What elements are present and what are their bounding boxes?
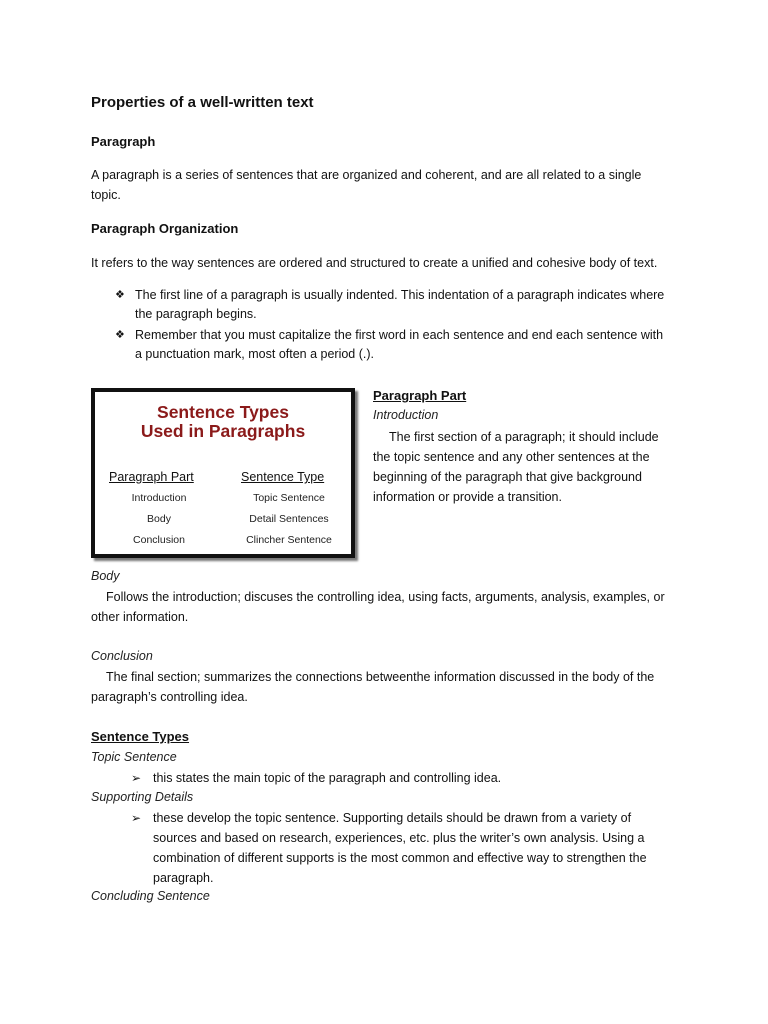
figure-row-1-part: Introduction (131, 492, 187, 504)
arrow-bullet-icon: ➢ (131, 771, 142, 785)
organization-heading: Paragraph Organization (91, 221, 239, 236)
arrow-bullet-icon: ➢ (131, 811, 142, 825)
figure-title-line2: Used in Paragraphs (140, 421, 306, 441)
supporting-details-line4: paragraph. (153, 871, 214, 885)
bullet-2-line2: a punctuation mark, most often a period (.). (135, 347, 375, 361)
conclusion-line1: The final section; summarizes the connections betweenthe information discussed in the body of the (106, 670, 655, 684)
figure-row-3-type: Clincher Sentence (246, 534, 332, 546)
page-title: Properties of a well-written text (91, 94, 314, 111)
paragraph-definition-line1: A paragraph is a series of sentences that are organized and coherent, and are all related to a single (91, 168, 642, 182)
bullet-2-line1: Remember that you must capitalize the first word in each sentence and end each sentence with (135, 328, 664, 342)
diamond-bullet-icon: ❖ (115, 329, 125, 341)
figure-title-line1: Sentence Types (157, 402, 289, 422)
introduction-label: Introduction (373, 408, 439, 422)
diamond-bullet-icon: ❖ (115, 289, 125, 301)
introduction-line2: the topic sentence and any other sentences at the (373, 450, 650, 464)
body-line1: Follows the introduction; discuses the controlling idea, using facts, arguments, analysis, examples, or (106, 590, 665, 604)
introduction-line1: The first section of a paragraph; it should include (389, 430, 659, 444)
figure-row-1-type: Topic Sentence (253, 492, 325, 504)
supporting-details-line3: combination of different supports is the most common and effective way to strengthen the (153, 851, 647, 865)
sentence-types-figure (91, 388, 355, 558)
organization-definition: It refers to the way sentences are ordered and structured to create a unified and cohesive body of text. (91, 256, 658, 270)
body-label: Body (91, 569, 120, 583)
supporting-details-line2: sources and based on research, experiences, etc. plus the writer’s own analysis. Using a (153, 831, 645, 845)
figure-col-paragraph-part: Paragraph Part (109, 470, 194, 484)
bullet-1-line1: The first line of a paragraph is usually indented. This indentation of a paragraph indicates where (135, 288, 665, 302)
introduction-line4: information or provide a transition. (373, 490, 562, 504)
figure-row-2-part: Body (147, 513, 171, 525)
concluding-sentence-label: Concluding Sentence (91, 889, 210, 903)
paragraph-definition-line2: topic. (91, 188, 121, 202)
supporting-details-line1: these develop the topic sentence. Supporting details should be drawn from a variety of (153, 811, 632, 825)
paragraph-part-heading: Paragraph Part (373, 388, 467, 403)
paragraph-heading: Paragraph (91, 134, 156, 149)
conclusion-line2: paragraph’s controlling idea. (91, 690, 248, 704)
supporting-details-label: Supporting Details (91, 790, 194, 804)
figure-col-sentence-type: Sentence Type (241, 470, 325, 484)
introduction-line3: beginning of the paragraph that give background (373, 470, 642, 484)
figure-row-2-type: Detail Sentences (249, 513, 329, 525)
topic-sentence-label: Topic Sentence (91, 750, 177, 764)
body-line2: other information. (91, 610, 189, 624)
sentence-types-heading: Sentence Types (91, 729, 190, 744)
topic-sentence-text: this states the main topic of the paragraph and controlling idea. (153, 771, 502, 785)
bullet-1-line2: the paragraph begins. (135, 307, 257, 321)
conclusion-label: Conclusion (91, 649, 153, 663)
figure-row-3-part: Conclusion (133, 534, 185, 546)
